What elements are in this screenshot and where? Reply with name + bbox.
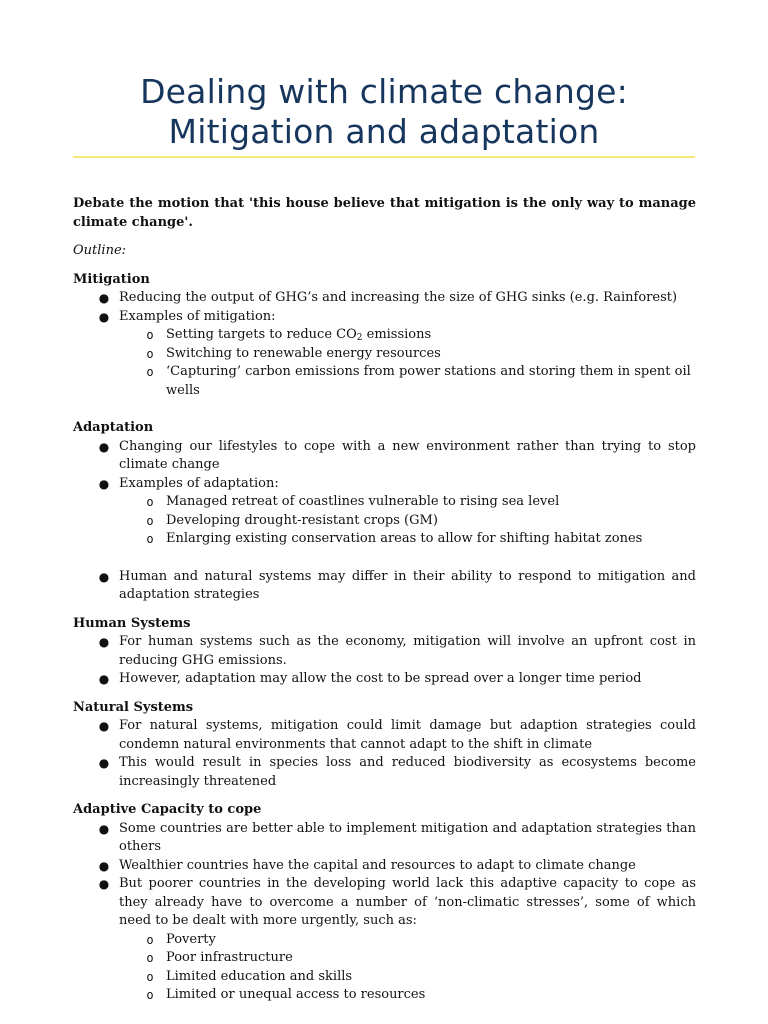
list-item-text: Examples of mitigation: <box>119 308 276 324</box>
list-item <box>73 289 696 308</box>
hollow-bullet-icon: o <box>146 346 154 361</box>
list-item <box>73 717 696 754</box>
sub-list-item <box>73 493 696 512</box>
sub-item-text-tail: emissions <box>362 327 432 342</box>
sub-list-item <box>73 345 696 364</box>
bullet-icon: ● <box>98 569 110 584</box>
hollow-bullet-icon: o <box>146 951 154 965</box>
hollow-bullet-icon: o <box>146 988 154 1002</box>
list-item-text: Changing our lifestyles to cope with a new environment rather than trying to stop climate change <box>119 438 696 472</box>
sub-list-item <box>73 968 696 987</box>
bullet-icon: ● <box>98 719 110 733</box>
section-heading: Mitigation <box>73 271 150 287</box>
list-item <box>73 475 696 494</box>
sub-list-item <box>73 326 696 345</box>
sub-item-text: Poor infrastructure <box>166 950 293 965</box>
sub-list-item <box>73 530 696 549</box>
title-underline <box>73 156 695 158</box>
list-item <box>73 875 696 931</box>
list-item <box>73 633 696 670</box>
list-item-text: However, adaptation may allow the cost to be spread over a longer time period <box>119 671 642 686</box>
list-item-text: Some countries are better able to implement mitigation and adaptation strategies than others <box>119 820 696 854</box>
sub-item-text: Limited or unequal access to resources <box>166 987 426 1002</box>
sub-item-text: Switching to renewable energy resources <box>166 345 441 361</box>
section-heading: Adaptive Capacity to cope <box>73 802 262 817</box>
hollow-bullet-icon: o <box>146 365 154 379</box>
list-item <box>73 857 696 876</box>
list-item-text: But poorer countries in the developing world lack this adaptive capacity to cope as they already have to overcome a number of ‘non-climatic stresses’, some of which need to be dealt with more urgently, such as: <box>119 876 696 928</box>
section-mitigation <box>73 271 696 401</box>
document-title <box>72 72 696 152</box>
sub-item-text: Enlarging existing conservation areas to allow for shifting habitat zones <box>166 531 643 546</box>
document-body <box>73 195 696 1005</box>
list-item-text: This would result in species loss and reduced biodiversity as ecosystems become increasingly threatened <box>119 755 696 789</box>
list-item <box>73 438 696 475</box>
bullet-icon: ● <box>98 309 110 324</box>
sub-item-text: Managed retreat of coastlines vulnerable to rising sea level <box>166 494 560 509</box>
motion-statement: Debate the motion that 'this house believe that mitigation is the only way to manage climate change'. <box>73 196 696 230</box>
section-adaptation <box>73 419 696 605</box>
bullet-icon: ● <box>98 439 110 454</box>
bullet-icon: ● <box>98 291 110 305</box>
sub-list-item <box>73 986 696 1005</box>
bullet-icon: ● <box>98 877 110 891</box>
section-human-systems <box>73 615 696 689</box>
sub-item-text: Setting targets to reduce CO <box>166 327 357 342</box>
section-natural-systems <box>73 699 696 792</box>
sub-list-item <box>73 931 696 950</box>
sub-item-text: Poverty <box>166 931 216 947</box>
bullet-icon: ● <box>98 672 110 686</box>
sub-item-text: Developing drought-resistant crops (GM) <box>166 512 438 528</box>
sub-list-item <box>73 512 696 531</box>
hollow-bullet-icon: o <box>146 932 154 947</box>
sub-list-item <box>73 363 696 400</box>
hollow-bullet-icon: o <box>146 969 154 984</box>
section-heading: Natural Systems <box>73 699 194 715</box>
bullet-icon: ● <box>98 821 110 836</box>
hollow-bullet-icon: o <box>146 532 154 546</box>
bullet-icon: ● <box>98 858 110 873</box>
list-item <box>73 568 696 605</box>
hollow-bullet-icon: o <box>146 495 154 509</box>
outline-label: Outline: <box>73 243 127 258</box>
sub-item-text: Limited education and skills <box>166 968 353 984</box>
bullet-icon: ● <box>98 635 110 649</box>
section-heading: Human Systems <box>73 615 191 631</box>
bullet-icon: ● <box>98 476 110 491</box>
list-item-text: Human and natural systems may differ in their ability to respond to mitigation and adaptation strategies <box>119 568 696 602</box>
sub-list-item <box>73 949 696 968</box>
hollow-bullet-icon: o <box>146 513 154 528</box>
subscript-text: 2 <box>356 333 363 343</box>
list-item-text: Reducing the output of GHG’s and increasing the size of GHG sinks (e.g. Rainforest) <box>119 290 678 305</box>
list-item-text: Wealthier countries have the capital and resources to adapt to climate change <box>119 857 636 873</box>
section-adaptive-capacity <box>73 801 696 1005</box>
sub-item-text: ‘Capturing’ carbon emissions from power stations and storing them in spent oil wells <box>166 364 691 398</box>
list-item <box>73 308 696 327</box>
list-item <box>73 754 696 791</box>
title-line-2: Mitigation and adaptation <box>168 112 600 151</box>
list-item <box>73 820 696 857</box>
hollow-bullet-icon: o <box>146 328 154 342</box>
list-item-text: For natural systems, mitigation could limit damage but adaption strategies could condemn natural environments that cannot adapt to the shift in climate <box>119 718 696 752</box>
title-line-1: Dealing with climate change: <box>140 72 628 111</box>
list-item-text: For human systems such as the economy, mitigation will involve an upfront cost in reducing GHG emissions. <box>119 634 696 668</box>
section-heading: Adaptation <box>73 420 154 435</box>
list-item-text: Examples of adaptation: <box>119 475 279 491</box>
list-item <box>73 670 696 689</box>
bullet-icon: ● <box>98 756 110 770</box>
